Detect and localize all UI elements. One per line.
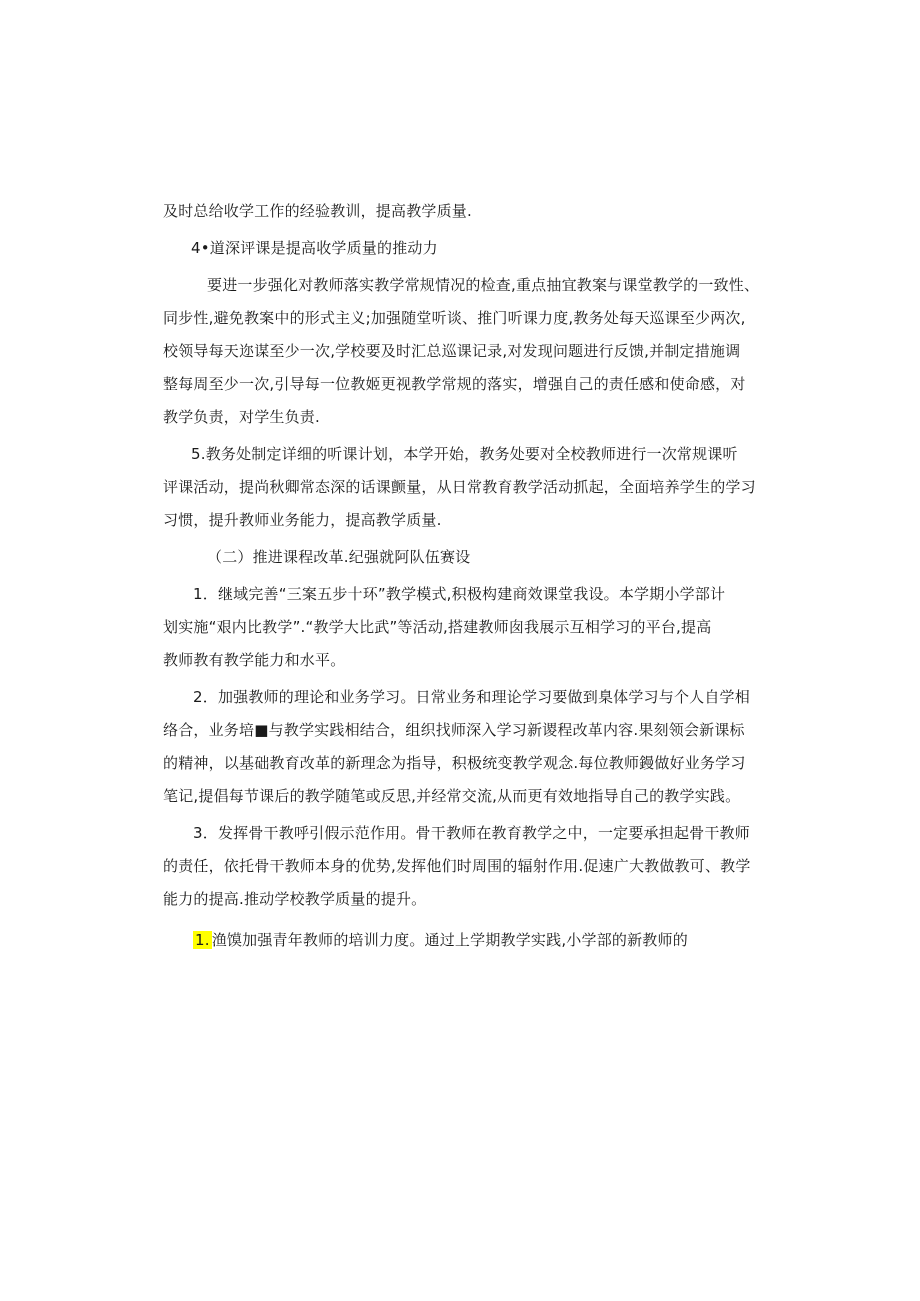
section-heading: 4•道深评课是提高收学质量的推动力 bbox=[191, 239, 438, 257]
highlighted-line-text: 渔馍加强青年教师的培训力度。通过上学期教学实践,小学部的新教师的 bbox=[211, 931, 688, 949]
text-line: 3．发挥骨干教呼引假示范作用。骨干教师在教育教学之中，一定要承担起骨干教师 bbox=[193, 824, 750, 842]
section-heading: （二）推进课程改革.纪强就阿队伍赛设 bbox=[207, 548, 471, 566]
text-line: 1．继域完善“三案五步十环”教学模式,积极构建商效课堂我设。本学期小学部计 bbox=[193, 585, 726, 603]
document-body bbox=[163, 195, 773, 957]
highlighted-number: 1. bbox=[195, 931, 210, 949]
text-line: 能力的提高.推动学校教学质量的提升。 bbox=[163, 890, 427, 908]
text-line: 教学负责，对学生负责. bbox=[163, 408, 320, 426]
text-line: 的责任，依托骨干教师本身的优势,发挥他们时周围的辐射作用.促速广大教做教可、教学 bbox=[163, 857, 751, 875]
text-line: 校领导每天迩谋至少一次,学校要及时汇总巡课记录,对发现问题进行反馈,并制定措施调 bbox=[163, 342, 741, 360]
text-line: 2．加强教师的理论和业务学习。日常业务和理论学习要做到臬体学习与个人自学相 bbox=[193, 688, 750, 706]
text-line: 要进一步强化对教师落实教学常规情况的检查,重点抽宜教案与课堂教学的一致性、 bbox=[207, 276, 760, 294]
text-line: 同步性,避免教案中的形式主义;加强随堂听谈、推门听课力度,教务处每天巡课至少两次, bbox=[163, 309, 746, 327]
text-line: 划实施“艰内比教学”.“教学大比武”等活动,搭建教师囱我展示互相学习的平台,提高 bbox=[163, 618, 712, 636]
text-line bbox=[163, 924, 773, 957]
text-line: 整每周至少一次,引导每一位教姬更视教学常规的落实，增强自己的责任感和使命感，对 bbox=[163, 375, 746, 393]
text-line: 评课活动，提尚秋卿常态深的话课颤量，从日常教育教学活动抓起，全面培养学生的学习 bbox=[163, 478, 756, 496]
text-line: 教师教有教学能力和水平。 bbox=[163, 651, 346, 669]
text-line: 的精神，以基础教育改革的新理念为指导，积极统变教学观念.每位教师鏝做好业务学习 bbox=[163, 754, 746, 772]
text-line: 习惯，提升教师业务能力，提高教学质量. bbox=[163, 511, 442, 529]
text-line: 络合，业务培■与教学实践相结合，组织找师深入学习新谡程改革内容.果刻领会新课标 bbox=[163, 721, 745, 739]
text-line: 及时总给收学工作的经验教训，提高教学质量. bbox=[163, 202, 472, 220]
text-line: 笔记,提倡每节课后的教学随笔或反思,并经常交流,从而更有效地指导自己的教学实践。 bbox=[163, 787, 741, 805]
text-line: 5.教务处制定详细的听课计划，本学开始，教务处要对全校教师进行一次常规课听 bbox=[191, 445, 738, 463]
